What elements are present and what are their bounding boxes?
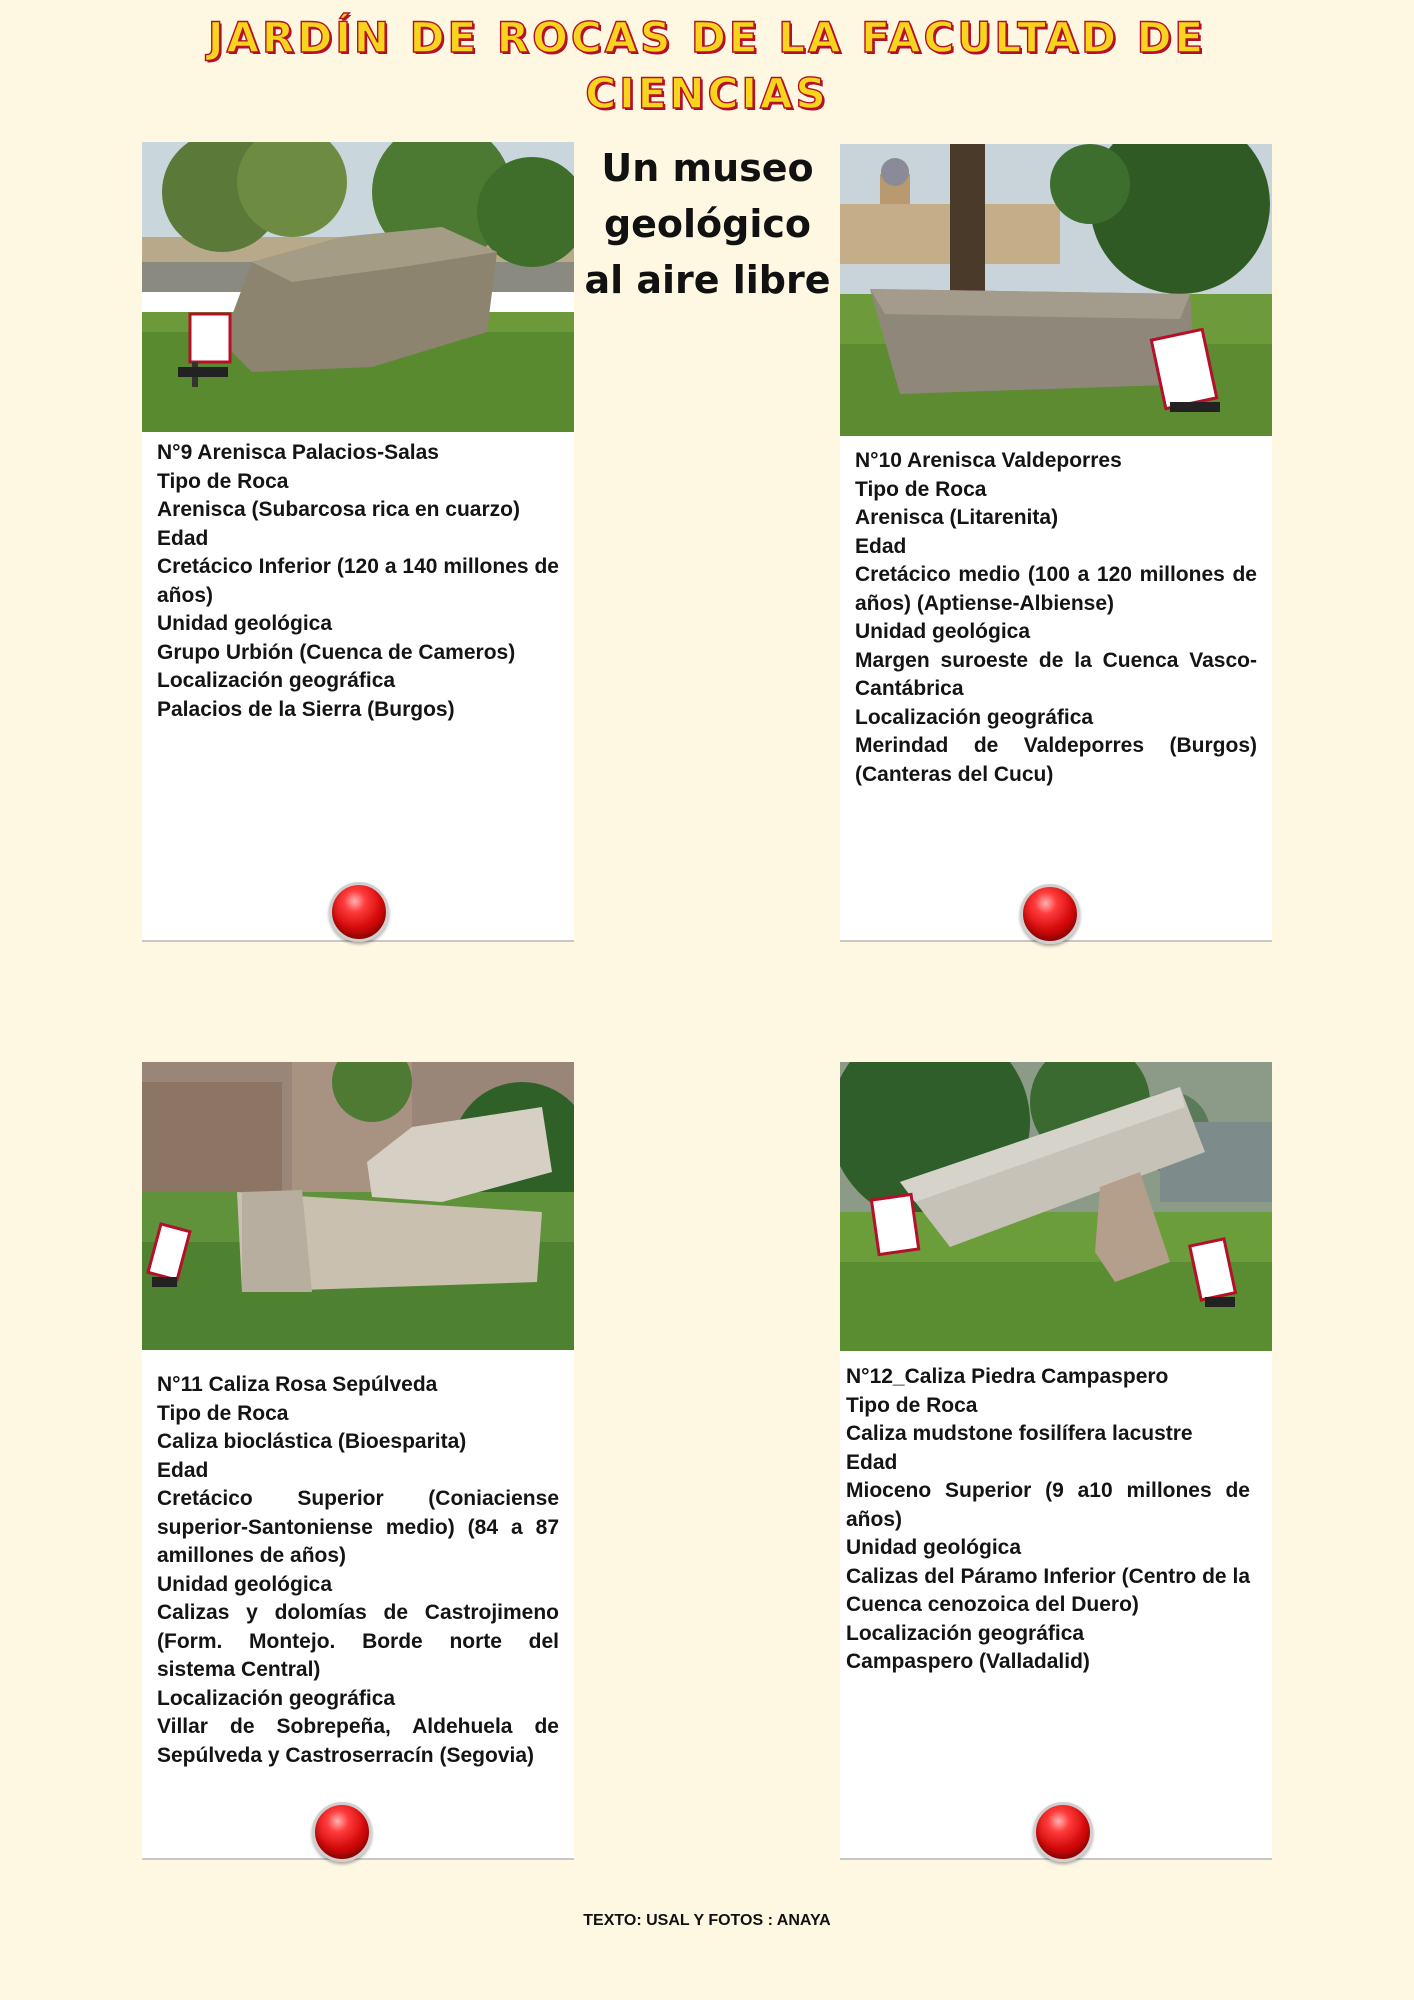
value-age: Cretácico Inferior (120 a 140 millones de años) <box>157 555 559 607</box>
value-location: Campaspero (Valladalid) <box>846 1650 1090 1673</box>
rock-name: N°9 Arenisca Palacios-Salas <box>157 441 439 464</box>
value-rock-type: Arenisca (Subarcosa rica en cuarzo) <box>157 498 520 521</box>
label-geological-unit: Unidad geológica <box>157 612 333 635</box>
value-age: Cretácico Superior (Coniaciense superior-Santoniense medio) (84 a 87 amillones de años) <box>157 1487 559 1567</box>
value-rock-type: Arenisca (Litarenita) <box>855 506 1059 529</box>
label-geological-unit: Unidad geológica <box>157 1572 333 1596</box>
label-age: Edad <box>157 526 209 550</box>
rock-info-12 <box>846 1363 1250 1677</box>
value-location: Palacios de la Sierra (Burgos) <box>157 697 455 721</box>
red-info-button-9[interactable] <box>329 882 389 942</box>
label-location: Localización geográfica <box>157 1686 396 1710</box>
rock-card-12 <box>840 1062 1272 1860</box>
value-geological-unit: Margen suroeste de la Cuenca Vasco-Cantábrica <box>855 648 1257 700</box>
page-subtitle: Un museo geológico al aire libre <box>584 146 831 302</box>
page-title: JARDÍN DE ROCAS DE LA FACULTAD DE CIENCIAS <box>207 13 1207 118</box>
rock-card-9 <box>142 142 574 942</box>
value-geological-unit: Calizas y dolomías de Castrojimeno (Form. Montejo. Borde norte del sistema Central) <box>157 1601 559 1681</box>
rock-card-11 <box>142 1062 574 1860</box>
label-rock-type: Tipo de Roca <box>846 1393 978 1417</box>
label-age: Edad <box>846 1450 898 1474</box>
value-geological-unit: Calizas del Páramo Inferior (Centro de la Cuenca cenozoica del Duero) <box>846 1564 1250 1616</box>
label-location: Localización geográfica <box>157 669 396 692</box>
rock-photo-10 <box>840 144 1272 436</box>
value-location: Merindad de Valdeporres (Burgos) (Canteras del Cucu) <box>855 734 1257 786</box>
value-rock-type: Caliza bioclástica (Bioesparita) <box>157 1430 467 1453</box>
footer-credit: TEXTO: USAL Y FOTOS : ANAYA <box>583 1912 831 1929</box>
label-location: Localización geográfica <box>846 1621 1085 1645</box>
rock-name: N°10 Arenisca Valdeporres <box>855 449 1122 472</box>
label-age: Edad <box>855 534 907 558</box>
red-info-button-11[interactable] <box>312 1802 372 1862</box>
label-geological-unit: Unidad geológica <box>855 620 1031 643</box>
rock-photo-11 <box>142 1062 574 1350</box>
rock-name: N°12_Caliza Piedra Campaspero <box>846 1365 1169 1388</box>
rock-photo-9 <box>142 142 574 432</box>
rock-card-10 <box>840 144 1272 942</box>
label-rock-type: Tipo de Roca <box>157 1401 289 1425</box>
rock-photo-12 <box>840 1062 1272 1351</box>
label-rock-type: Tipo de Roca <box>157 469 289 493</box>
red-info-button-10[interactable] <box>1020 884 1080 944</box>
value-rock-type: Caliza mudstone fosilífera lacustre <box>846 1422 1193 1445</box>
label-geological-unit: Unidad geológica <box>846 1536 1022 1559</box>
label-rock-type: Tipo de Roca <box>855 477 987 501</box>
red-info-button-12[interactable] <box>1033 1802 1093 1862</box>
label-location: Localización geográfica <box>855 705 1094 729</box>
rock-info-9 <box>157 439 559 724</box>
rock-info-10 <box>855 447 1257 789</box>
value-age: Cretácico medio (100 a 120 millones de años) (Aptiense-Albiense) <box>855 563 1257 615</box>
rock-info-11 <box>157 1371 559 1770</box>
label-age: Edad <box>157 1458 209 1482</box>
rock-name: N°11 Caliza Rosa Sepúlveda <box>157 1373 438 1396</box>
value-geological-unit: Grupo Urbión (Cuenca de Cameros) <box>157 640 516 664</box>
value-age: Mioceno Superior (9 a10 millones de años) <box>846 1479 1250 1531</box>
value-location: Villar de Sobrepeña, Aldehuela de Sepúlveda y Castroserracín (Segovia) <box>157 1715 559 1767</box>
